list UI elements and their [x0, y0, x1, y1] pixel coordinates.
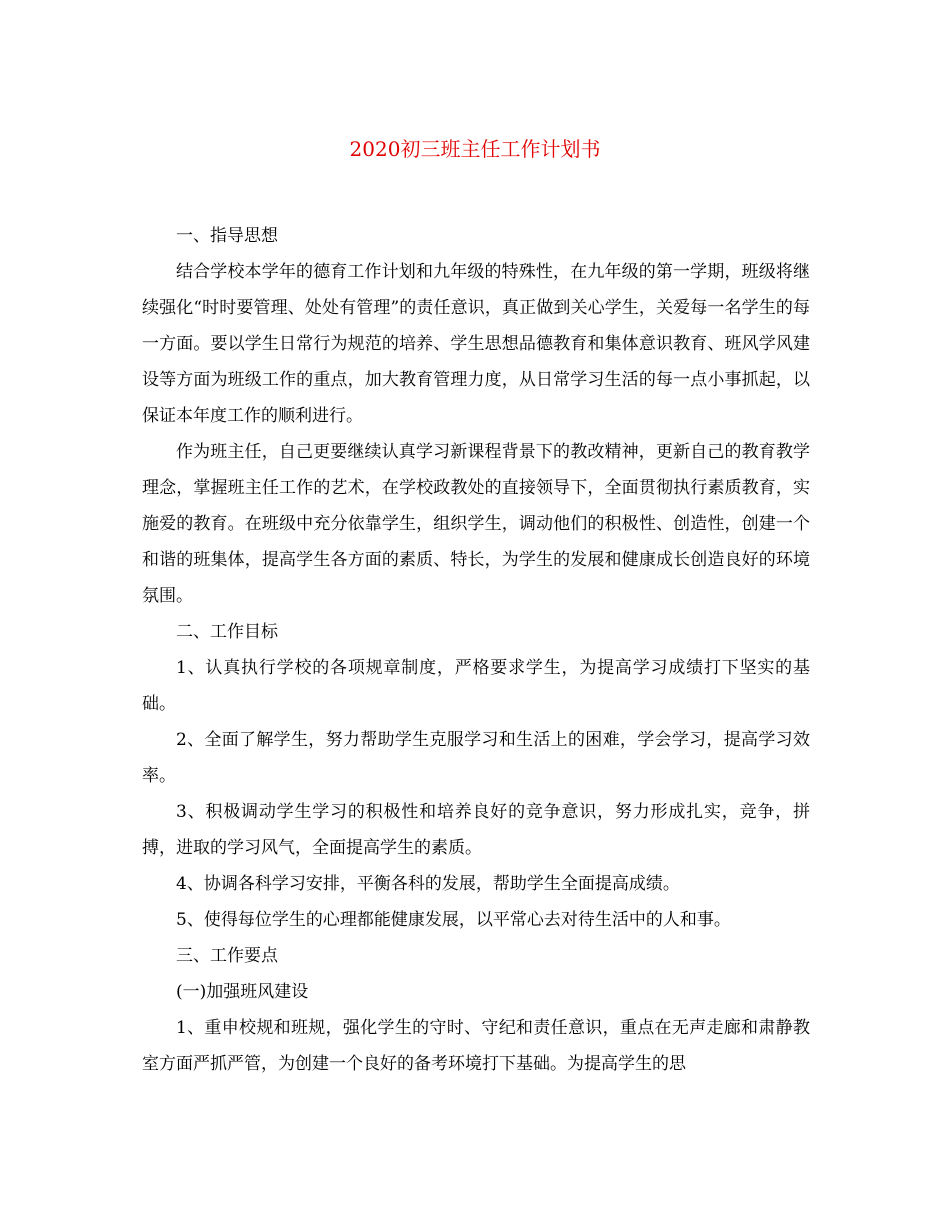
paragraph: 结合学校本学年的德育工作计划和九年级的特殊性，在九年级的第一学期，班级将继续强化“时时要管理、处处有管理”的责任意识，真正做到关心学生，关爱每一名学生的每一方面。要以学生日常行为规范的培养、学生思想品德教育和集体意识教育、班风学风建设等方面为班级工作的重点，加大教育管理力度，从日常学习生活的每一点小事抓起，以保证本年度工作的顺利进行。 — [142, 262, 810, 426]
goal-item: 5、使得每位学生的心理都能健康发展，以平常心去对待生活中的人和事。 — [176, 910, 731, 930]
goal-item: 1、认真执行学校的各项规章制度，严格要求学生，为提高学习成绩打下坚实的基础。 — [142, 658, 810, 714]
section-heading-work-points: 三、工作要点 — [176, 946, 278, 966]
section-heading-work-goals: 二、工作目标 — [176, 622, 278, 642]
goal-item: 4、协调各科学习安排，平衡各科的发展，帮助学生全面提高成绩。 — [176, 874, 680, 894]
goal-item: 2、全面了解学生，努力帮助学生克服学习和生活上的困难，学会学习，提高学习效率。 — [142, 730, 810, 786]
goal-item: 3、积极调动学生学习的积极性和培养良好的竞争意识，努力形成扎实，竞争，拼搏，进取的学习风气，全面提高学生的素质。 — [142, 802, 810, 858]
section-heading-guiding-thought: 一、指导思想 — [176, 226, 278, 246]
document-body — [142, 218, 810, 1082]
paragraph: 1、重申校规和班规，强化学生的守时、守纪和责任意识，重点在无声走廊和肃静教室方面严抓严管，为创建一个良好的备考环境打下基础。为提高学生的思 — [142, 1018, 810, 1074]
paragraph: 作为班主任，自己更要继续认真学习新课程背景下的教改精神，更新自己的教育教学理念，掌握班主任工作的艺术，在学校政教处的直接领导下，全面贯彻执行素质教育，实施爱的教育。在班级中充分依靠学生，组织学生，调动他们的积极性、创造性，创建一个和谐的班集体，提高学生各方面的素质、特长，为学生的发展和健康成长创造良好的环境氛围。 — [142, 442, 810, 606]
document-title: 2020初三班主任工作计划书 — [349, 137, 601, 161]
subsection-heading: (一)加强班风建设 — [176, 982, 309, 1002]
